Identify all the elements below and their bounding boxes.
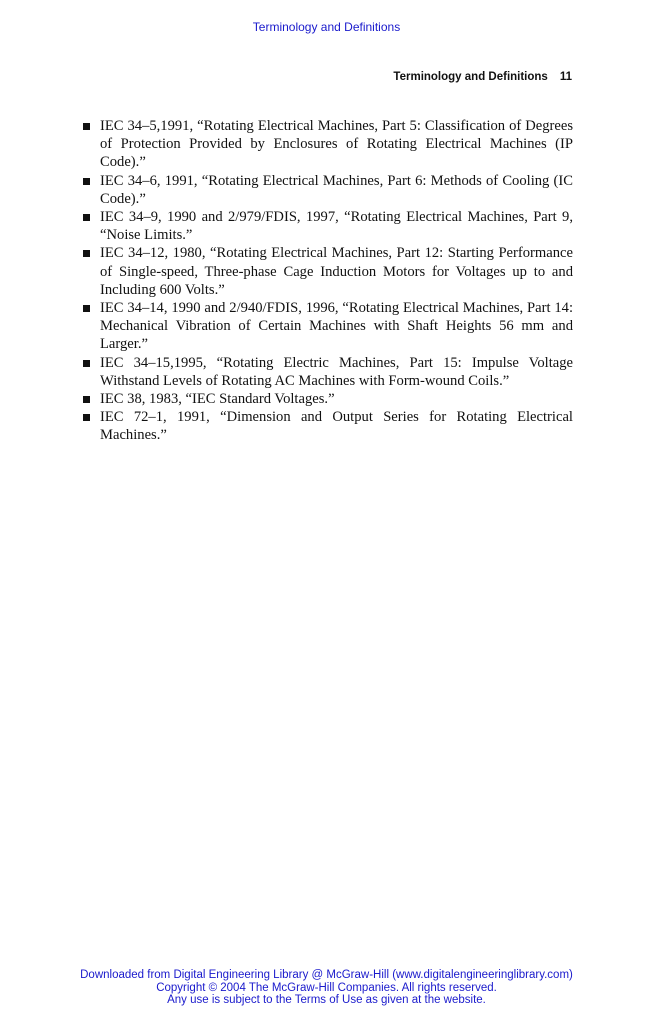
reference-text: IEC 34–14, 1990 and 2/940/FDIS, 1996, “Rotating Electrical Machines, Part 14: Mechanical Vibration of Certain Machines with Shaft Heights 56 mm and Larger.” [100,300,573,353]
square-bullet-icon [83,360,90,367]
reference-text: IEC 72–1, 1991, “Dimension and Output Series for Rotating Electrical Machines.” [100,409,573,444]
square-bullet-icon [83,396,90,403]
square-bullet-icon [83,414,90,421]
footer-download-link[interactable]: Downloaded from Digital Engineering Library @ McGraw-Hill (www.digitalengineeringlibrary.com) [80,969,573,981]
reference-item [82,390,573,408]
reference-item [82,299,573,354]
square-bullet-icon [83,178,90,185]
square-bullet-icon [83,214,90,221]
reference-text: IEC 34–12, 1980, “Rotating Electrical Machines, Part 12: Starting Performance of Single-speed, Three-phase Cage Induction Motors for Voltages up to and Including 600 Volts.” [100,245,573,298]
reference-text: IEC 34–5,1991, “Rotating Electrical Machines, Part 5: Classification of Degrees of Protection Provided by Enclosures of Rotating Electrical Machines (IP Code).” [100,118,573,171]
square-bullet-icon [83,250,90,257]
footer-terms-link[interactable]: Any use is subject to the Terms of Use as given at the website. [167,994,486,1006]
reference-item [82,354,573,390]
reference-item [82,244,573,299]
reference-text: IEC 34–9, 1990 and 2/979/FDIS, 1997, “Rotating Electrical Machines, Part 9, “Noise Limits.” [100,209,573,244]
running-head [393,69,572,85]
reference-text: IEC 38, 1983, “IEC Standard Voltages.” [100,391,335,408]
reference-item [82,408,573,444]
footer-notice [0,969,653,1007]
chapter-link[interactable]: Terminology and Definitions [252,20,401,34]
reference-list [82,117,573,445]
square-bullet-icon [83,123,90,130]
running-title: Terminology and Definitions [393,71,548,83]
reference-text: IEC 34–15,1995, “Rotating Electric Machines, Part 15: Impulse Voltage Withstand Levels of Rotating AC Machines with Form-wound Coils.” [100,354,573,389]
page-number: 11 [559,71,572,83]
reference-item [82,117,573,172]
square-bullet-icon [83,305,90,312]
reference-text: IEC 34–6, 1991, “Rotating Electrical Machines, Part 6: Methods of Cooling (IC Code).” [100,172,573,207]
reference-item [82,172,573,208]
reference-item [82,208,573,244]
footer-copyright: Copyright © 2004 The McGraw-Hill Companies. All rights reserved. [156,981,497,994]
